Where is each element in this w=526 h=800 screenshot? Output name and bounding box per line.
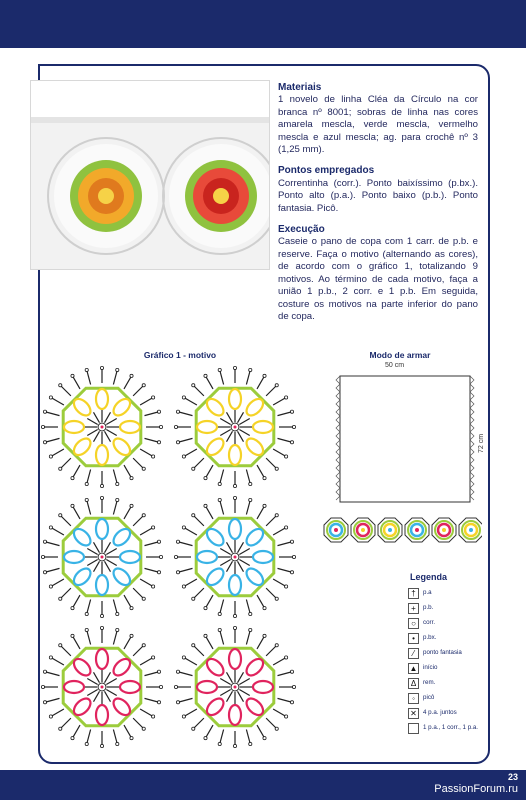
motif-chart (40, 365, 310, 765)
motif (174, 366, 295, 487)
legend-symbol-icon: ◦ (408, 693, 419, 704)
legend-symbol-icon: ▲ (409, 664, 418, 673)
legend-item (408, 721, 488, 736)
legend-item (408, 586, 488, 601)
height-label: 72 cm (478, 433, 486, 454)
materials-heading: Materiais (278, 82, 322, 93)
assembly-motif (324, 518, 348, 542)
assembly-motif (459, 518, 482, 542)
execution-text: Caseie o pano de copa com 1 carr. de p.b. e reserve. Faça o motivo (alternando as cores), de acordo com o gráfico 1, totalizando 9 motivos. Ao término de cada motivo, faça a união 1 p.b., 2 corr. e 1 p.b. Em seguida, costure os motivos na parte inferior do pano de copa. (278, 236, 478, 322)
assembly-motif (405, 518, 429, 542)
legend-item (408, 631, 488, 646)
legend-label: 1 p.a., 1 corr., 1 p.a. (423, 724, 479, 732)
motif (41, 366, 162, 487)
legend-symbol-icon: ⁄ (408, 648, 419, 659)
legend-label: p.a (423, 589, 432, 597)
legend-label: ponto fantasia (423, 649, 462, 657)
site-watermark: PassionForum.ru (434, 783, 518, 795)
stitches-text: Correntinha (corr.). Ponto baixíssimo (p.bx.). Ponto alto (p.a.). Ponto baixo (p.b.). Ponto fantasia. Picô. (278, 177, 478, 214)
assembly-caption: Modo de armar (369, 350, 431, 360)
project-photo (30, 80, 270, 270)
legend-item (408, 706, 488, 721)
legend-symbol-icon: • (408, 633, 419, 644)
legend-symbol-icon (408, 723, 419, 734)
materials-text: 1 novelo de linha Cléa da Círculo na cor branca nº 8001; sobras de linha nas cores amarela mescla, verde mescla, vermelho mescla e azul mescla; ag. para crochê nº 3 (1,25 mm). (278, 94, 478, 156)
legend (408, 586, 488, 736)
assembly-motif (378, 518, 402, 542)
instructions (278, 82, 478, 323)
motif (174, 626, 295, 747)
legend-symbol-icon: † (408, 588, 419, 599)
stitches-heading: Pontos empregados (278, 165, 375, 177)
legend-item (408, 676, 488, 691)
legend-item (408, 601, 488, 616)
assembly-diagram (322, 370, 482, 560)
page-number: 23 (507, 772, 518, 782)
motif (41, 496, 162, 617)
assembly-motif (432, 518, 456, 542)
legend-label: picô (423, 694, 435, 702)
legend-label: rem. (423, 679, 436, 687)
legend-label: início (423, 664, 438, 672)
width-label: 50 cm (385, 362, 405, 369)
legend-symbol-icon: + (408, 603, 419, 614)
legend-item (408, 616, 488, 631)
execution-heading: Execução (278, 224, 325, 236)
chart-caption: Gráfico 1 - motivo (143, 350, 217, 360)
legend-symbol-icon: ✕ (408, 708, 419, 719)
motif (41, 626, 162, 747)
legend-symbol-icon: Δ (408, 678, 419, 689)
legend-title: Legenda (410, 572, 448, 582)
legend-label: 4 p.a. juntos (423, 709, 457, 717)
legend-item (408, 661, 488, 676)
legend-label: p.bx. (423, 634, 437, 642)
legend-item (408, 691, 488, 706)
assembly-motif (351, 518, 375, 542)
legend-symbol-icon: ○ (408, 618, 419, 629)
legend-label: corr. (423, 619, 436, 627)
motif (174, 496, 295, 617)
legend-item (408, 646, 488, 661)
top-banner (0, 0, 526, 48)
legend-label: p.b. (423, 604, 434, 612)
